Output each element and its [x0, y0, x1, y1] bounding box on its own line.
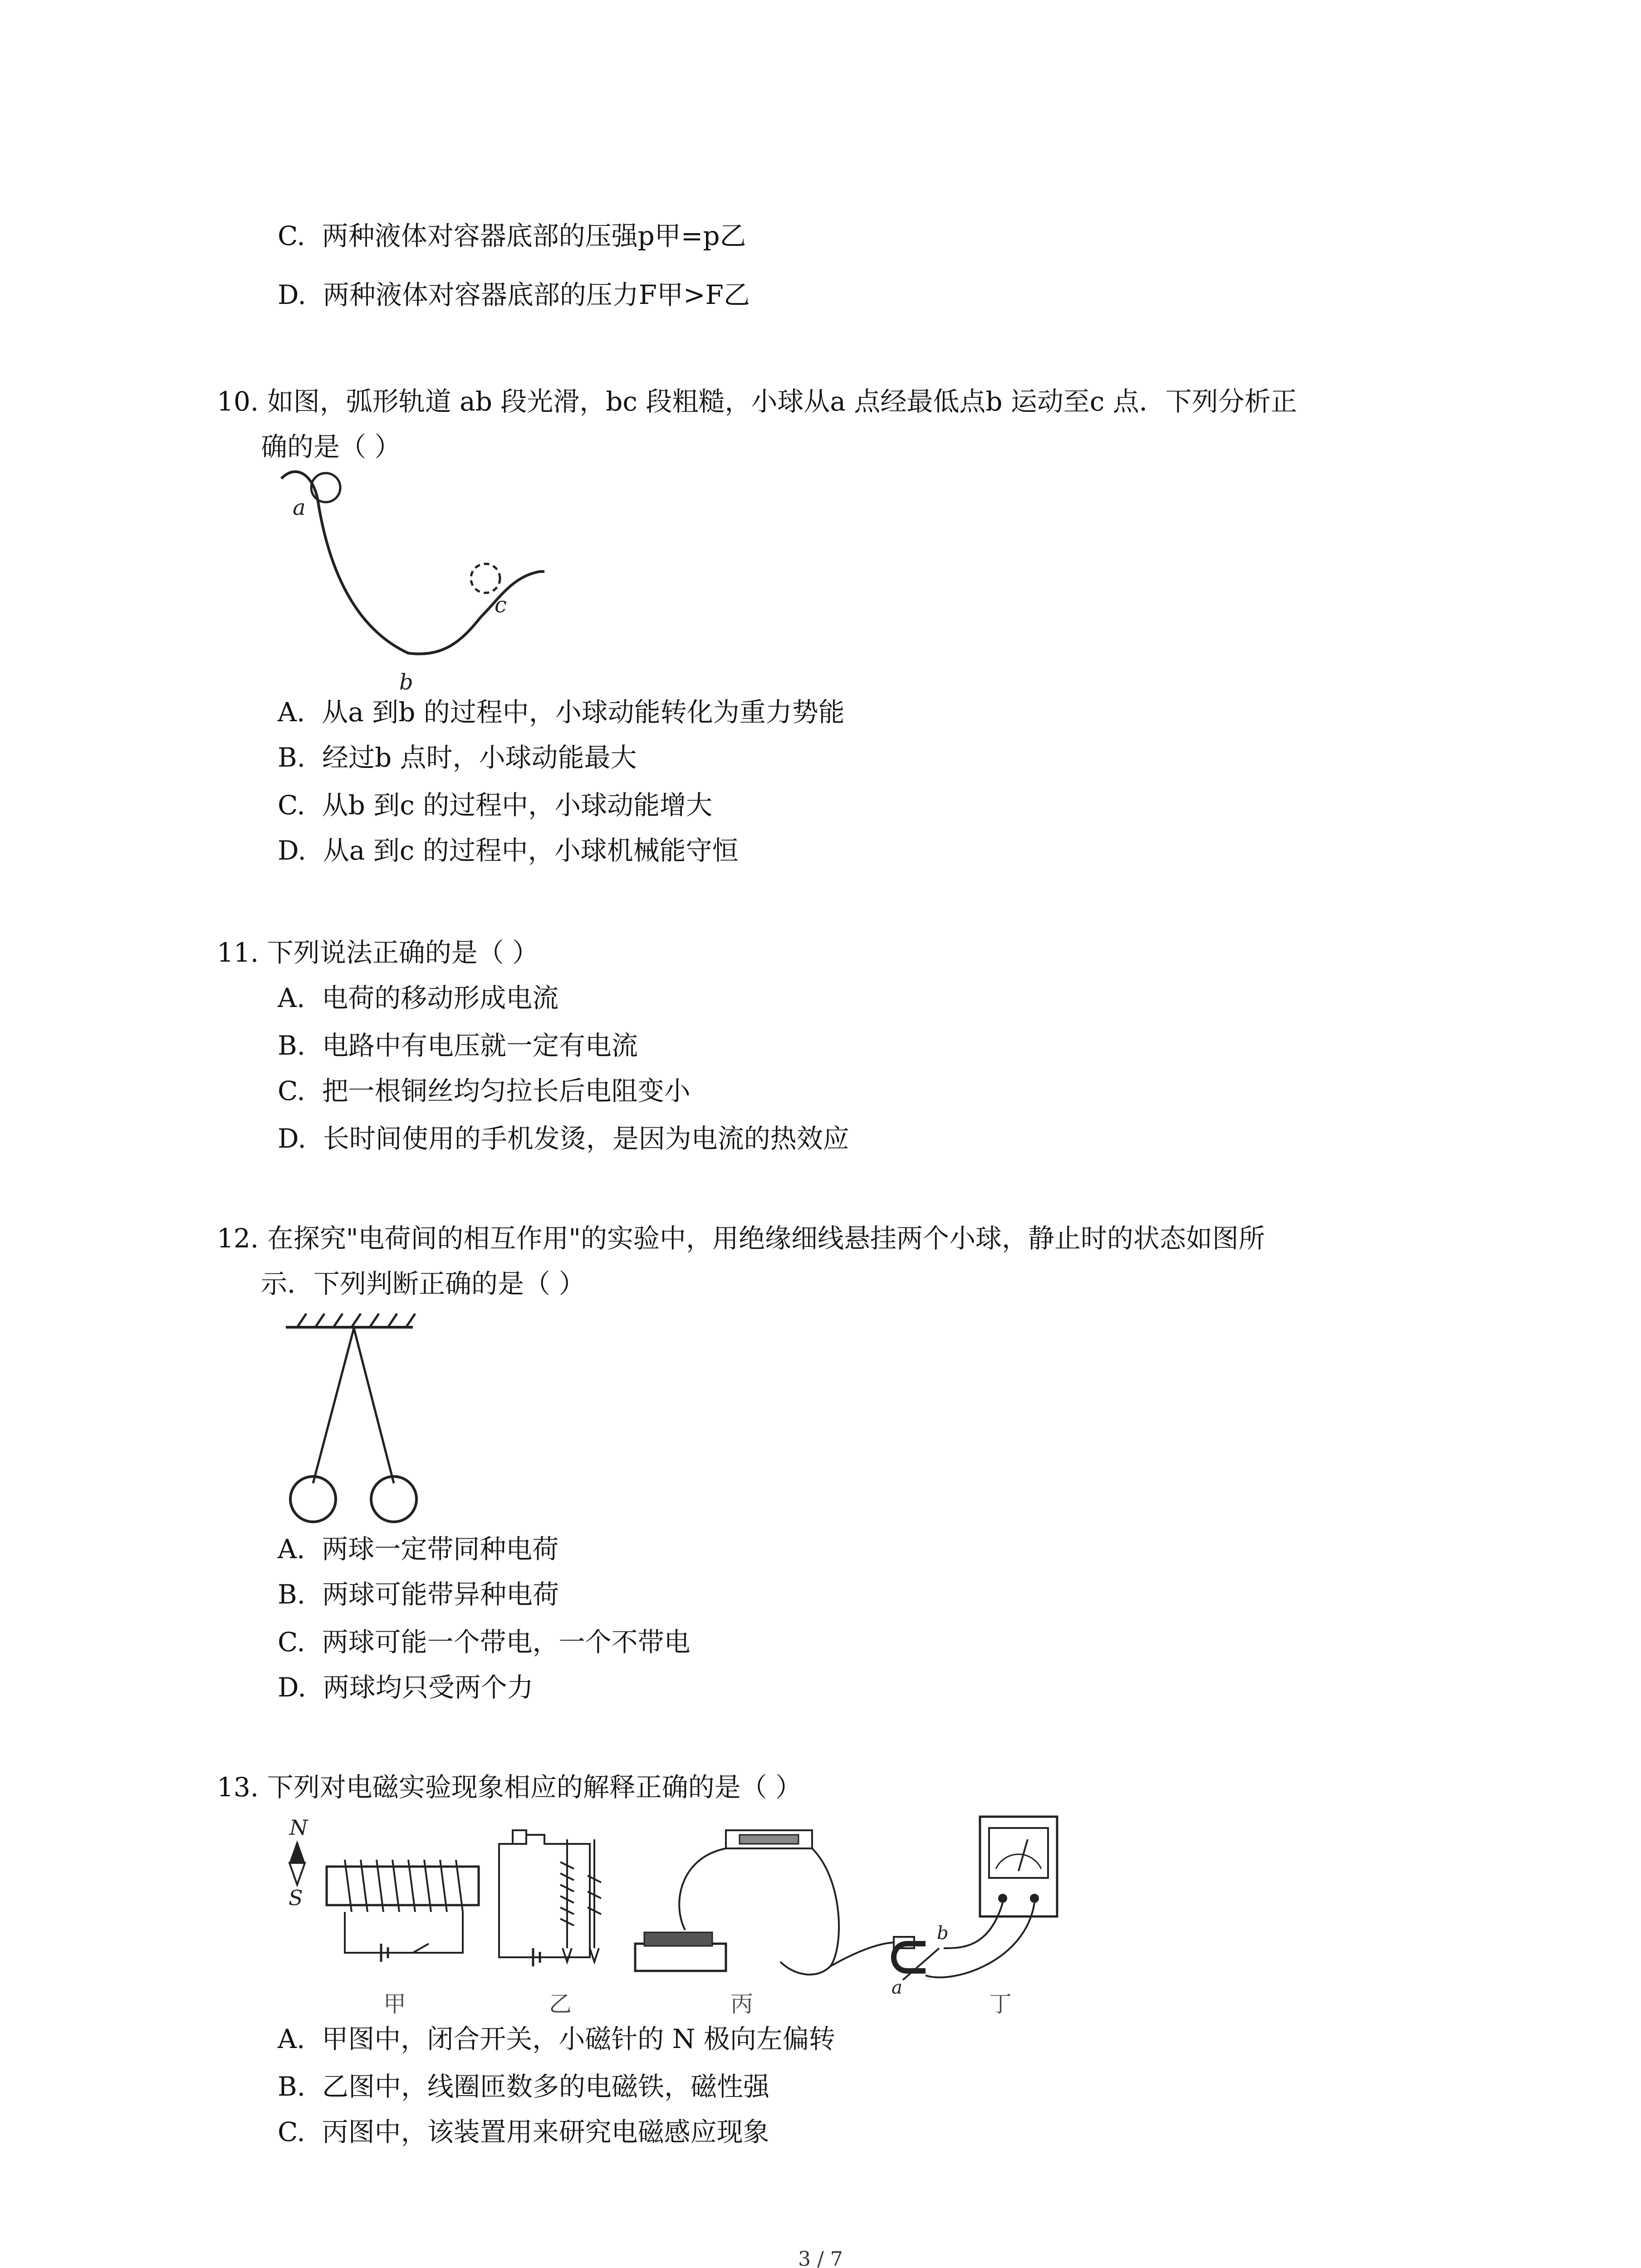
switch-jia [413, 1944, 429, 1953]
compass-needle [289, 1840, 305, 1862]
label-ding: 丁 [989, 1991, 1012, 2017]
q11-option-b: B. 电路中有电压就一定有电流 [278, 1030, 638, 1061]
q13-option-b: B. 乙图中，线圈匝数多的电磁铁，磁性强 [278, 2071, 769, 2102]
label-b-ding: b [937, 1923, 949, 1944]
q13-stem: 13. 下列对电磁实验现象相应的解释正确的是（ ） [217, 1772, 802, 1803]
label-n: N [289, 1815, 308, 1840]
q13-option-c: C. 丙图中，该装置用来研究电磁感应现象 [278, 2116, 769, 2147]
q11-option-a: A. 电荷的移动形成电流 [278, 982, 559, 1013]
q11-option-d: D. 长时间使用的手机发烫，是因为电流的热效应 [278, 1123, 849, 1154]
label-bing: 丙 [730, 1991, 753, 2017]
q10-option-c: C. 从b 到c 的过程中，小球动能增大 [278, 790, 713, 821]
q10-stem-line2: 确的是（ ） [261, 431, 401, 462]
figure-ding [892, 1817, 1057, 2017]
q12-stem-line1: 12. 在探究"电荷间的相互作用"的实验中，用绝缘细线悬挂两个小球，静止时的状态如图所 [217, 1223, 1265, 1254]
q12-stem-line2: 示．下列判断正确的是（ ） [261, 1268, 585, 1299]
label-a-ding: a [892, 1977, 902, 1998]
label-s: S [289, 1886, 303, 1910]
label-b: b [399, 670, 413, 695]
label-a: a [293, 495, 306, 520]
q10-stem-line1: 10. 如图，弧形轨道 ab 段光滑，bc 段粗糙，小球从a 点经最低点b 运动至c 点．下列分析正 [217, 386, 1297, 417]
conductor-ab [903, 1948, 939, 1980]
page-number: 3 / 7 [798, 2248, 843, 2268]
circuit-wire-jia [345, 1912, 463, 1953]
q13-electromagnet-figures [272, 1812, 1157, 2025]
ball-at-a [311, 473, 340, 502]
q9-option-c: C. 两种液体对容器底部的压强p甲=p乙 [278, 220, 746, 251]
q12-option-d: D. 两球均只受两个力 [278, 1672, 534, 1703]
right-thread [354, 1328, 394, 1483]
magnet-base [635, 1944, 726, 1971]
q12-option-b: B. 两球可能带异种电荷 [278, 1579, 559, 1610]
label-c: c [495, 592, 507, 618]
circuit-wire-yi [499, 1835, 590, 1957]
arc-track [281, 472, 544, 654]
q12-option-c: C. 两球可能一个带电，一个不带电 [278, 1627, 691, 1657]
q11-option-c: C. 把一根铜丝均匀拉长后电阻变小 [278, 1075, 691, 1106]
q12-option-a: A. 两球一定带同种电荷 [278, 1534, 559, 1564]
label-yi: 乙 [549, 1991, 572, 2017]
q10-option-b: B. 经过b 点时，小球动能最大 [278, 742, 637, 773]
q10-option-a: A. 从a 到b 的过程中，小球动能转化为重力势能 [278, 697, 845, 728]
left-thread [313, 1328, 354, 1483]
ball-at-c-dashed [471, 564, 500, 593]
q12-pendulum-figure [277, 1311, 431, 1524]
figure-bing [635, 1830, 914, 2017]
label-jia: 甲 [383, 1991, 406, 2017]
q9-option-d: D. 两种液体对容器底部的压力F甲>F乙 [278, 279, 750, 310]
q10-track-figure [272, 467, 563, 703]
figure-yi [499, 1830, 601, 2017]
q10-option-d: D. 从a 到c 的过程中，小球机械能守恒 [278, 835, 739, 866]
q13-option-a: A. 甲图中，闭合开关，小磁针的 N 极向左偏转 [278, 2024, 835, 2054]
figure-jia [289, 1815, 479, 2017]
q11-stem: 11. 下列说法正确的是（ ） [217, 937, 539, 968]
